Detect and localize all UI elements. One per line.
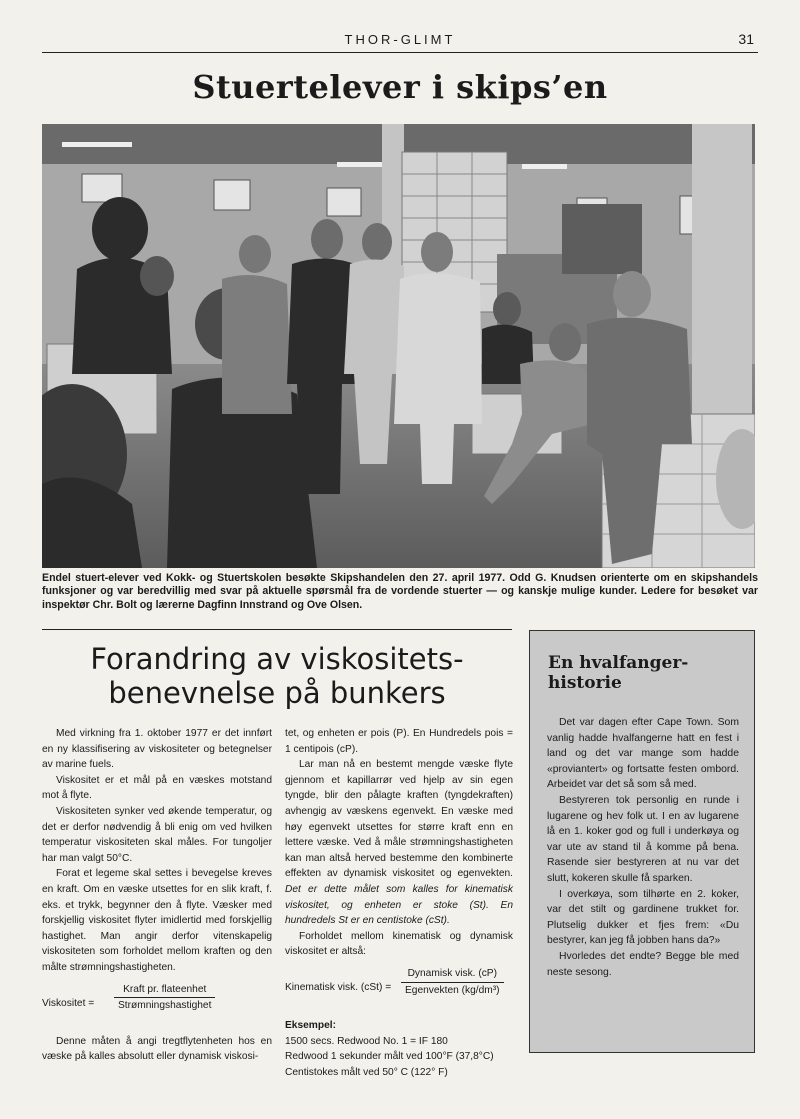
article-column-2 [285, 726, 513, 1080]
article-column-1 [42, 726, 272, 1065]
paragraph: Viskositet er et mål på en væskes motstand mot å flyte. [42, 774, 272, 802]
headline: Stuertelever i skips’en [192, 68, 608, 106]
paragraph: Forholdet mellom kinematisk og dynamisk viskositet er altså: [285, 930, 513, 958]
example-line: Centistokes målt ved 50° C (122° F) [285, 1066, 448, 1078]
formula-numerator: Dynamisk visk. (cP) [401, 966, 504, 983]
formula-fraction [114, 982, 215, 1014]
kinematic-formula [285, 966, 513, 1010]
example-line: 1500 secs. Redwood No. 1 = IF 180 [285, 1035, 448, 1047]
article-title [42, 642, 512, 710]
running-header [42, 28, 758, 53]
magazine-name: THOR-GLIMT [344, 32, 456, 47]
sidebar-body [547, 715, 739, 980]
page-number: 31 [738, 31, 754, 47]
sidebar-box [529, 630, 755, 1053]
formula-fraction [401, 966, 504, 998]
paragraph: Bestyreren tok personlig en runde i lugarene og hev folk ut. I en av lugarene lå en 1. koker god og full i underkøya og var ute av stand til å komme på bena. Rasende sier bestyreren at nu var det slutt, kokeren skulle få sparken. [547, 794, 739, 884]
example-heading: Eksempel: [285, 1019, 336, 1031]
article-top-rule [42, 629, 512, 630]
paragraph: I overkøya, som tilhørte en 2. koker, var det stilt og gardinene trukket for. Plutselig dukker et fjes frem: «Du bestyrer, kan jeg få jobben hans da?» [547, 888, 739, 947]
group-photo [42, 124, 755, 568]
formula-denominator: Egenvekten (kg/dm³) [405, 984, 500, 996]
sidebar-title: En hvalfanger-historie [548, 653, 689, 693]
formula-denominator: Strømningshastighet [118, 1000, 212, 1012]
paragraph-text: Lar man nå en bestemt mengde væske flyte gjennom et kapillarrør ved hjelp av sin egen tyngde, blir den pålagte kraften (tyngdekraften) avhengig av væskens egenvekt. En væske med høy egenvekt utsettes for større kraft enn en lettere væske. Ved å måle strømningshastigheten kan man altså herved bestemme den kombinerte effekten av dynamisk viskositet og egenvekten. [285, 759, 513, 880]
paragraph: Forat et legeme skal settes i bevegelse kreves en kraft. Om en væske utsettes for en slik kraft, f. eks. et trykk, begynner den å flyte. Væsker med forskjellig viskositet flyter imidlertid med forskjellig hastighet. Man angir derfor vitenskapelig viskositeten som forholdet mellom kraften og den målte strømningshastigheten. [42, 868, 272, 973]
paragraph-italic: Det er dette målet som kalles for kinematisk viskositet, og enheten er stoke (St). En hundredels St er en centistoke (cSt). [285, 883, 513, 927]
photo-caption: Endel stuert-elever ved Kokk- og Stuertskolen besøkte Skipshandelen den 27. april 1977. Odd G. Knudsen orienterte om en skipshandels funksjoner og var beredvillig med svar på aktuelle spørsmål fra de vordende stuerter — og kanskje mulige kunder. Ledere for besøket var inspektør Chr. Bolt og lærerne Dagfinn Innstrand og Ove Olsen. [42, 572, 758, 611]
paragraph: Det var dagen efter Cape Town. Som vanlig hadde hvalfangerne hatt en fest i land og det var mange som hadde «proviantert» og fortsatte festen ombord. Arbeidet var det så som så med. [547, 717, 739, 791]
paragraph: tet, og enheten er pois (P). En Hundredels pois = 1 centipois (cP). [285, 728, 513, 755]
paragraph: Denne måten å angi tregtflytenheten hos en væske på kalles absolutt eller dynamisk viskosi- [42, 1035, 272, 1063]
paragraph: Viskositeten synker ved økende temperatur, og det er derfor nødvendig å bli enig om ved hvilken temperatur viskositeten skal måles. For tungoljer har man valgt 50°C. [42, 805, 272, 864]
example-line: Redwood 1 sekunder målt ved 100°F (37,8°C) [285, 1051, 494, 1063]
paragraph: Hvorledes det endte? Begge ble med neste sesong. [547, 950, 739, 978]
formula-lhs: Viskositet = [42, 997, 95, 1009]
viscosity-formula [42, 982, 272, 1026]
article-title-line1: Forandring av viskositets- [90, 642, 464, 676]
photo-illustration [42, 124, 755, 568]
paragraph [285, 757, 513, 929]
formula-numerator: Kraft pr. flateenhet [114, 982, 215, 999]
formula-lhs: Kinematisk visk. (cSt) = [285, 981, 392, 993]
paragraph: Med virkning fra 1. oktober 1977 er det innført en ny klassifisering av viskositeter og betegnelser av marine fuels. [42, 728, 272, 771]
article-title-line2: benevnelse på bunkers [108, 676, 446, 710]
